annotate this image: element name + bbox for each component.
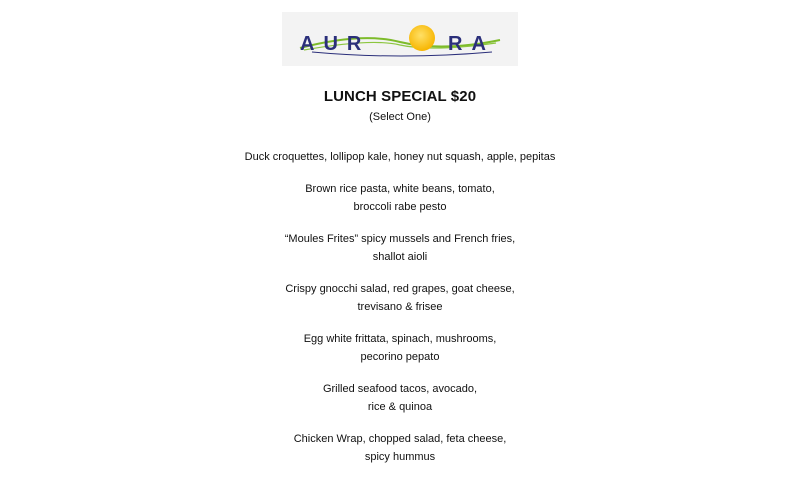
menu-item [0,380,800,416]
menu-item [0,180,800,216]
menu-item [0,330,800,366]
sun-logo-icon [282,12,518,66]
menu-item-line: rice & quinoa [367,401,433,413]
menu-title: LUNCH SPECIAL $20 [323,88,477,105]
menu-items-list [0,148,800,480]
menu-item-line: Chicken Wrap, chopped salad, feta cheese, [293,433,507,445]
menu-item [0,148,800,166]
menu-item [0,430,800,466]
menu-item-line: Duck croquettes, lollipop kale, honey nut squash, apple, pepitas [244,151,556,163]
menu-item-line: broccoli rabe pesto [353,201,447,213]
menu-item-line: “Moules Frites” spicy mussels and French fries, [284,233,516,245]
menu-item-line: pecorino pepato [360,351,440,363]
restaurant-logo [282,12,518,66]
menu-item [0,280,800,316]
svg-text:AUR: AUR [300,33,371,55]
menu-item-line: Brown rice pasta, white beans, tomato, [305,183,495,195]
menu-item-line: Grilled seafood tacos, avocado, [322,383,478,395]
menu-item-line: shallot aioli [372,251,428,263]
svg-text:RA: RA [448,33,495,55]
menu-item-line: spicy hummus [364,451,436,463]
menu-subtitle: (Select One) [369,111,431,123]
menu-item [0,230,800,266]
menu-item-line: Crispy gnocchi salad, red grapes, goat cheese, [285,283,515,295]
menu-item-line: trevisano & frisee [357,301,443,313]
menu-item-line: Egg white frittata, spinach, mushrooms, [303,333,497,345]
